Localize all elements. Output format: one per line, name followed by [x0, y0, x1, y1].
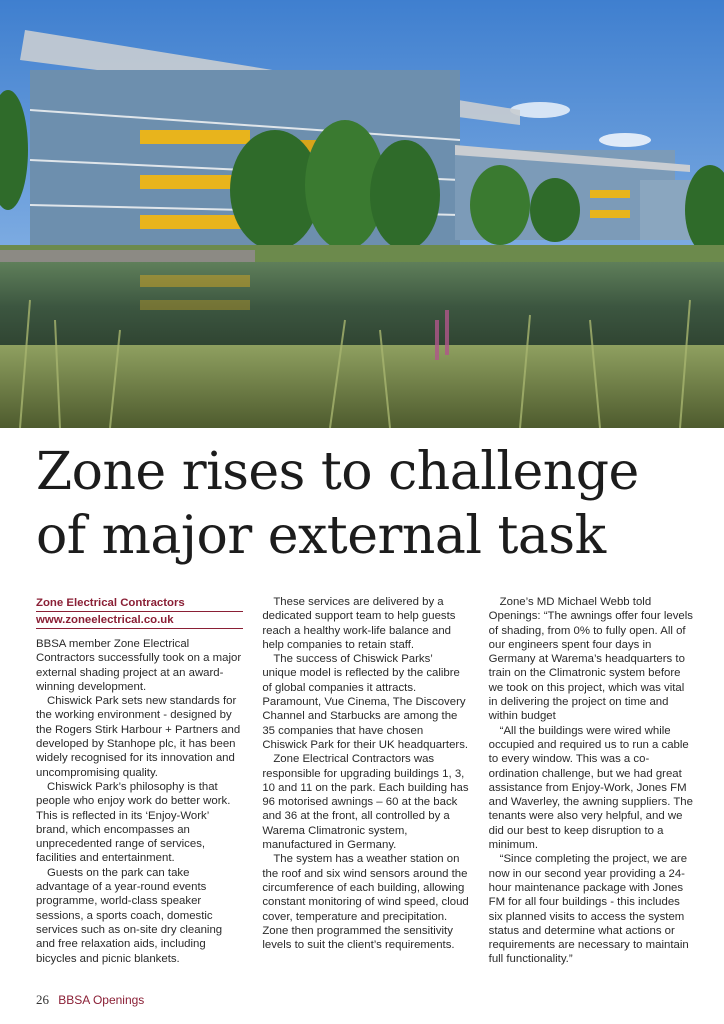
paragraph: Zone’s MD Michael Webb told Openings: “The awnings offer four levels of shading, from 0% to fully open. All of our engineers spent four days in Germany at Warema’s headquarters to train on the Climatronic system before we took on this project, which was vital in delivering the project on time and within budget — [488, 596, 693, 723]
byline-company: Zone Electrical Contractors — [36, 595, 243, 612]
column-2 — [262, 595, 469, 985]
paragraph: BBSA member Zone Electrical Contractors successfully took on a major external shading project at an award-winning development. — [36, 638, 242, 693]
paragraph: Chiswick Park’s philosophy is that people who enjoy work do better work. This is reflected in its ‘Enjoy-Work’ brand, which encompasses an unprecedented range of services, facilities and entertainment. — [36, 780, 231, 865]
page-footer — [36, 992, 144, 1008]
paragraph: “Since completing the project, we are now in our second year providing a 24-hour maintenance package with Jones FM for all four buildings - this includes six planned visits to access the system status and determine what actions or requirements are necessary to maintain full functionality.” — [488, 853, 689, 966]
paragraph: The success of Chiswick Parks’ unique model is reflected by the calibre of global companies it attracts. Paramount, Vue Cinema, The Discovery Channel and Starbucks are among the 35 companies that have chosen Chiswick Park for their UK headquarters. — [262, 653, 469, 751]
article-headline — [36, 440, 696, 568]
paragraph: The system has a weather station on the roof and six wind sensors around the circumference of each building, allowing constant monitoring of wind speed, cloud cover, temperature and precipitation. Zone then programmed the sensitivity levels to suit the client’s requirements. — [262, 853, 469, 952]
column-1 — [36, 595, 243, 985]
byline — [36, 595, 243, 629]
byline-website[interactable]: www.zoneelectrical.co.uk — [36, 612, 243, 629]
headline-line-1: Zone rises to challenge — [36, 442, 639, 502]
paragraph: Zone Electrical Contractors was responsible for upgrading buildings 1, 3, 10 and 11 on the park. Each building has 96 motorised awnings – 60 at the back and 36 at the front, all controlled by a Warema Climatronic system, manufactured in Germany. — [262, 753, 469, 852]
paragraph: Chiswick Park sets new standards for the working environment - designed by the Rogers Stirk Harbour + Partners and developed by Stanhope plc, it has been widely recognised for its innovation and uncompromising quality. — [36, 695, 241, 779]
headline-line-2: of major external task — [36, 506, 606, 566]
page-number: 26 — [36, 992, 49, 1007]
article-body — [36, 595, 696, 985]
paragraph: “All the buildings were wired while occupied and required us to run a cable to every window. This was a co-ordination challenge, but we had great assistance from Enjoy-Work, Jones FM and Waverley, the awning suppliers. The tenants were also very helpful, and we did our best to keep disruption to a minimum. — [488, 724, 693, 852]
paragraph: Guests on the park can take advantage of a year-round events programme, world-class speaker sessions, a sports coach, domestic services such as on-site dry cleaning and free relaxation aids, including bicycles and picnic blankets. — [36, 866, 223, 965]
publication-name: BBSA Openings — [58, 993, 145, 1007]
hero-photo — [0, 0, 724, 428]
paragraph: These services are delivered by a dedicated support team to help guests reach a healthy work-life balance and help companies to retain staff. — [262, 596, 456, 651]
column-3 — [489, 595, 696, 985]
